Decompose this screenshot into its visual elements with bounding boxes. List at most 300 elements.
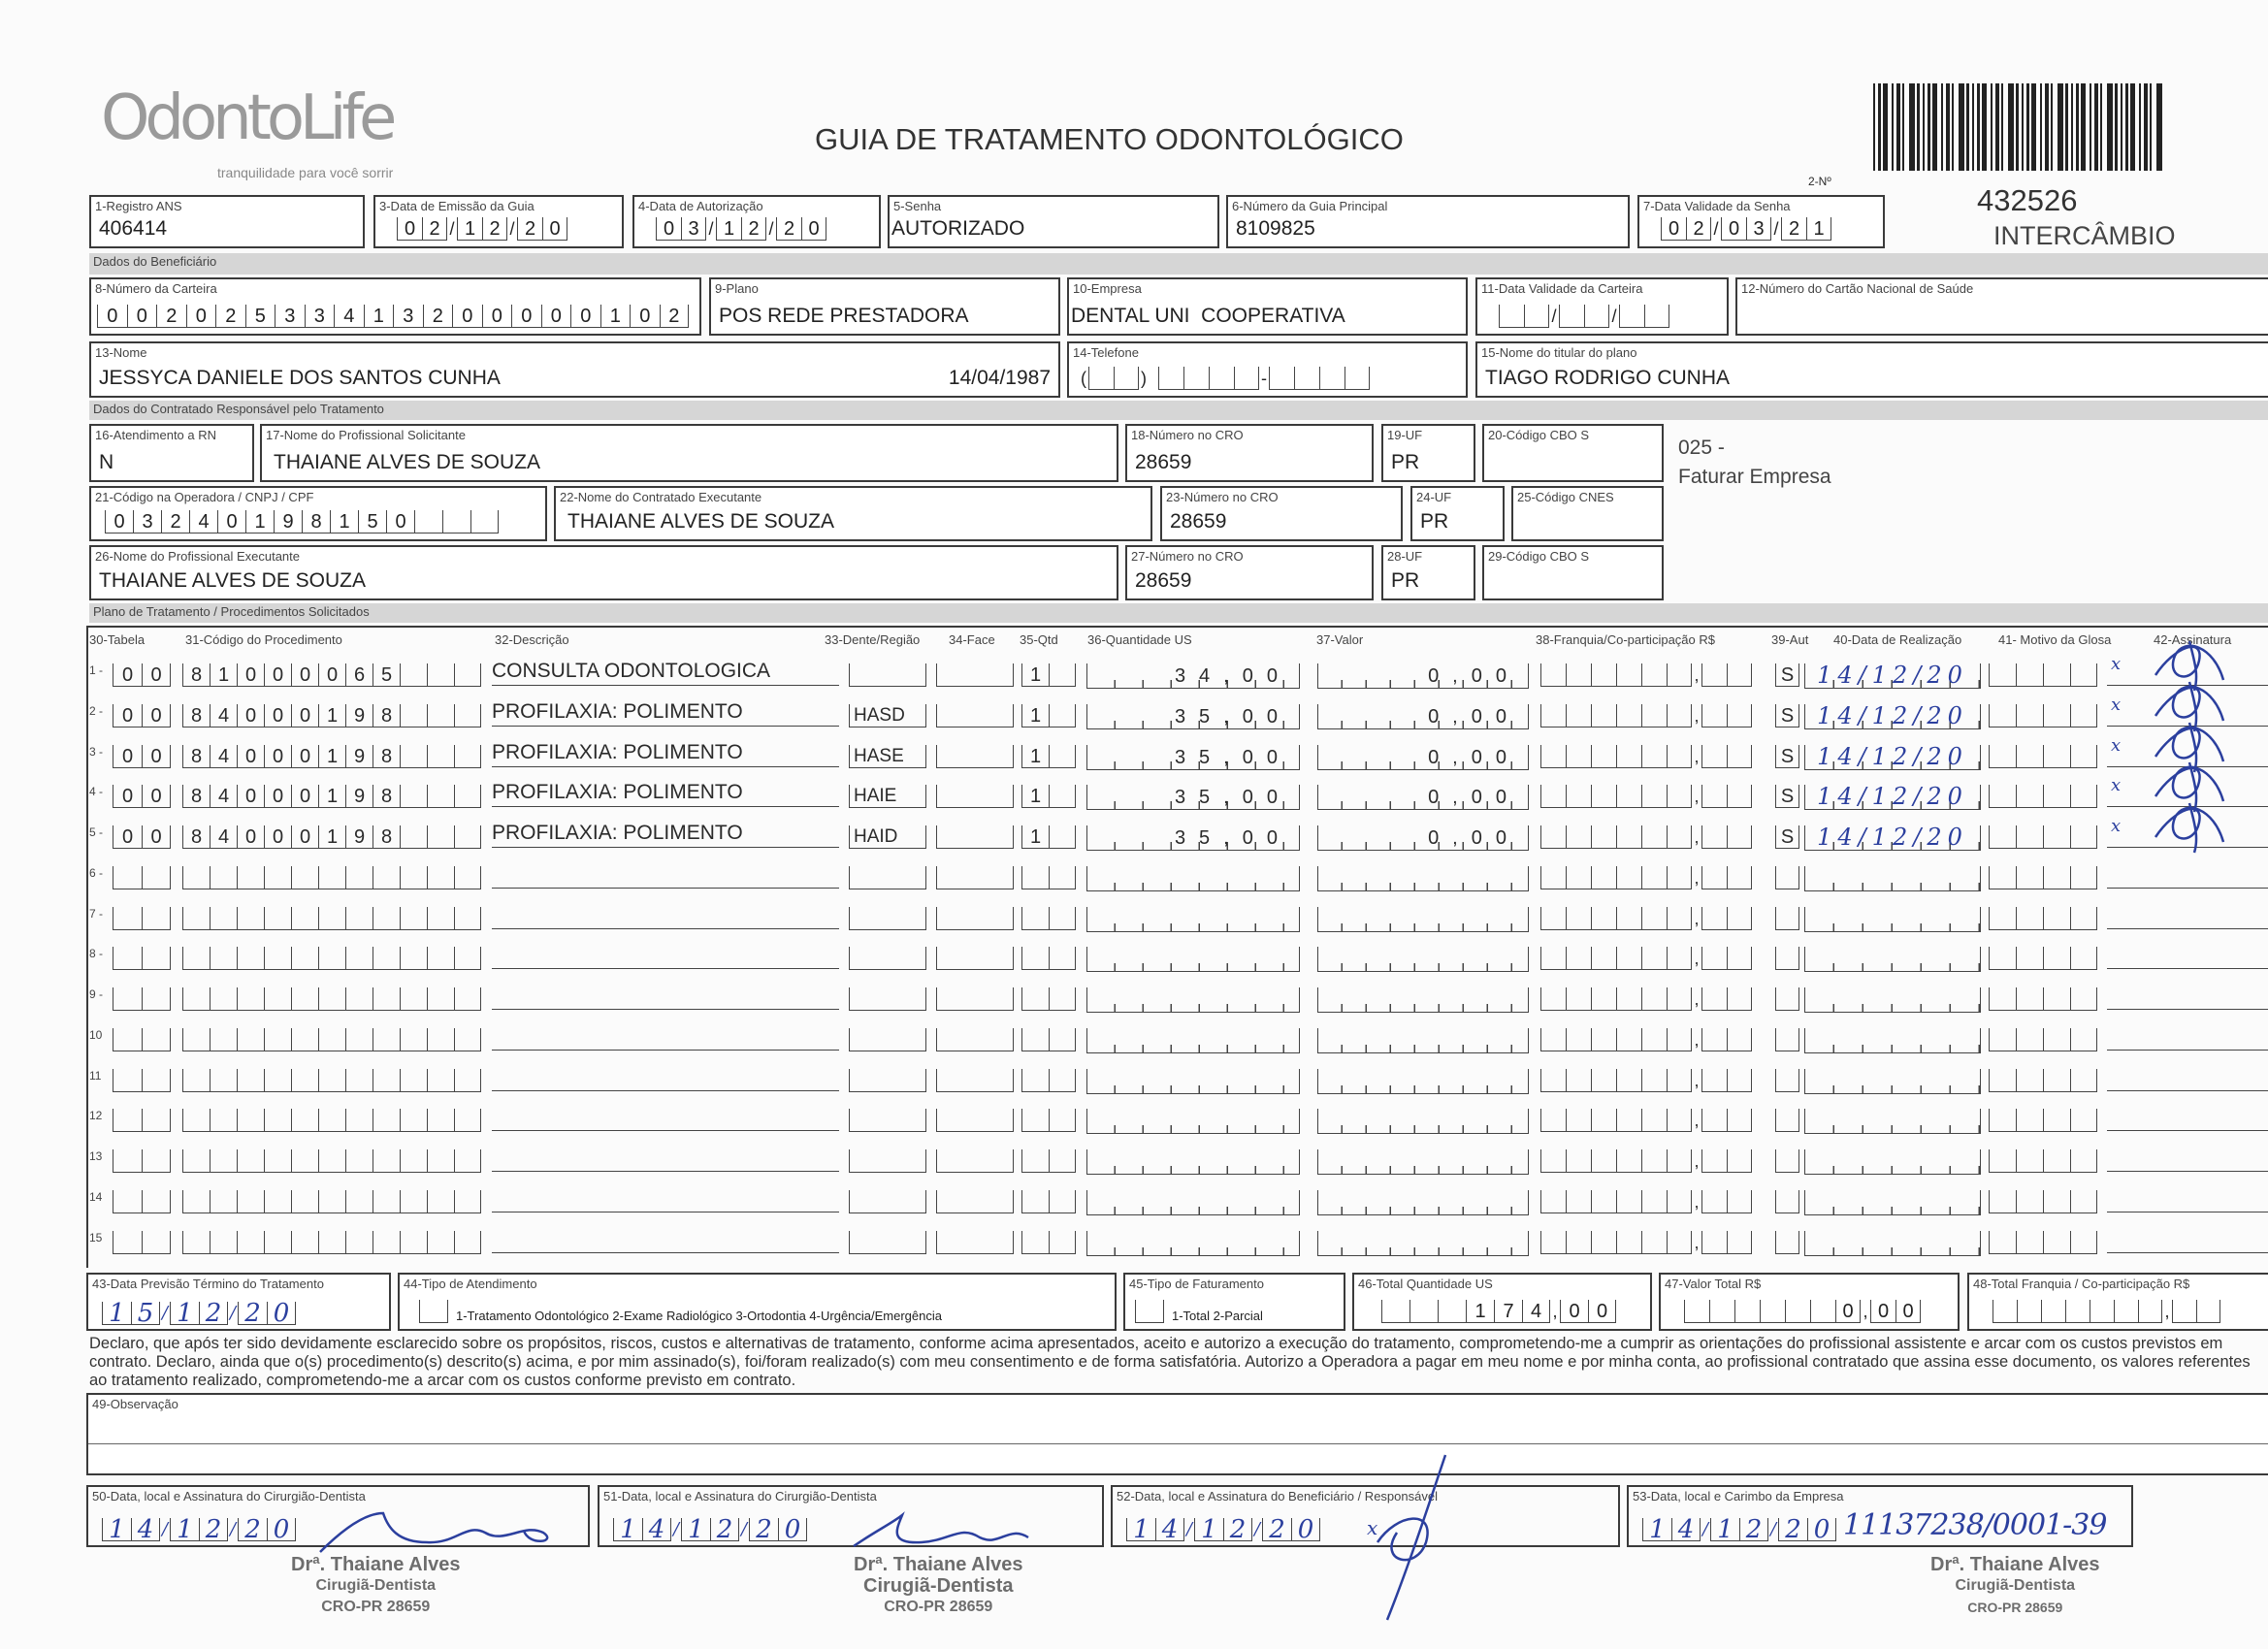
cell-dente[interactable] [849,1190,926,1213]
field-carteira[interactable] [89,277,701,336]
field-prof-solicitante[interactable] [260,424,1118,482]
field-assinatura-beneficiario[interactable] [1111,1485,1620,1547]
cell-codigo[interactable] [182,704,481,728]
field-assinatura-cirurgiao-executante[interactable] [598,1485,1104,1547]
cell-qtd_us[interactable] [1086,866,1300,891]
field-data-emissao[interactable] [373,195,624,248]
cell-qtd[interactable] [1021,1069,1076,1092]
char-cell [2043,947,2070,970]
table-row [89,652,2268,691]
cell-tabela[interactable] [113,907,171,930]
cell-dente[interactable]: HASE [849,745,926,768]
cell-codigo[interactable] [182,987,481,1011]
cell-motivo[interactable] [1989,907,2097,930]
column-header: 42-Assinatura [2154,632,2232,647]
value: PR [1391,569,1420,592]
field-total-franquia[interactable] [1967,1273,2268,1331]
field-cnes[interactable] [1511,486,1664,541]
cell-tabela[interactable] [113,1231,171,1254]
cell-face[interactable] [936,1149,1014,1173]
cell-aut[interactable] [1775,745,1799,768]
cell-dente[interactable] [849,1109,926,1132]
char-cell: 1 [716,217,741,241]
cell-assinatura[interactable] [2107,928,2268,929]
cell-valor[interactable] [1317,1028,1529,1053]
cell-face[interactable] [936,704,1014,728]
char-cell: S [1775,704,1799,728]
cell-valor[interactable] [1317,907,1529,932]
cell-qtd[interactable] [1021,663,1076,687]
cell-franquia[interactable] [1540,987,1752,1011]
cell-aut[interactable] [1775,1231,1799,1254]
char-cell [2043,1190,2070,1213]
cell-motivo[interactable] [1989,1231,2097,1254]
cell-qtd_us[interactable]: 35,00 [1086,825,1300,851]
cell-descricao[interactable] [492,895,839,929]
label: 11-Data Validade da Carteira [1481,281,1643,296]
char-cell [454,1190,481,1213]
cell-face[interactable] [936,1069,1014,1092]
cell-data[interactable]: 14/12/20 [1804,704,1981,729]
cell-data[interactable]: 14/12/20 [1804,825,1981,851]
cell-data[interactable] [1804,987,1981,1013]
field-data-autorizacao[interactable] [632,195,881,248]
field-atendimento-rn[interactable] [89,424,254,482]
char-cell [318,907,345,930]
field-contratado-executante[interactable] [554,486,1152,541]
cell-data[interactable] [1804,866,1981,891]
cell-qtd_us[interactable] [1086,947,1300,972]
field-cro-solicitante[interactable] [1125,424,1374,482]
char-cell [427,987,454,1011]
barcode-bar [1928,83,1930,171]
cell-qtd_us[interactable] [1086,1149,1300,1175]
cell-dente[interactable] [849,987,926,1011]
char-cell [2016,1149,2043,1173]
cell-motivo[interactable] [1989,987,2097,1011]
cell-qtd[interactable] [1021,987,1076,1011]
cell-face[interactable] [936,745,1014,768]
cell-qtd[interactable] [1021,1149,1076,1173]
cell-descricao[interactable] [492,1138,839,1172]
cell-qtd[interactable] [1021,947,1076,970]
cell-aut[interactable] [1775,907,1799,930]
cell-qtd_us[interactable]: 35,00 [1086,704,1300,729]
cell-qtd_us[interactable] [1086,987,1300,1013]
char-cell [237,1028,264,1051]
cell-dente[interactable] [849,1069,926,1092]
cell-franquia[interactable] [1540,704,1752,728]
cell-codigo[interactable] [182,825,481,849]
cell-motivo[interactable] [1989,663,2097,687]
cell-tabela[interactable] [113,866,171,889]
field-validade-carteira[interactable] [1475,277,1729,336]
char-cell [1049,987,1076,1011]
checkbox-cell[interactable] [419,1300,448,1323]
label: 13-Nome [95,345,147,360]
char-cell [2043,1231,2070,1254]
cell-franquia[interactable] [1540,866,1752,889]
cell-franquia[interactable] [1540,1231,1752,1254]
cell-qtd_us[interactable] [1086,1190,1300,1215]
cell-dente[interactable] [849,1149,926,1173]
field-cbo-solicitante[interactable] [1482,424,1664,482]
cell-tabela[interactable] [113,704,171,728]
cell-motivo[interactable] [1989,1109,2097,1132]
field-assinatura-cirurgiao-solicitante[interactable] [86,1485,590,1547]
cell-dente[interactable] [849,907,926,930]
field-uf-executante[interactable] [1381,545,1475,600]
char-cell: 0 [511,305,541,328]
cell-franquia[interactable] [1540,1028,1752,1051]
cell-qtd[interactable] [1021,785,1076,808]
cell-codigo[interactable] [182,947,481,970]
field-tipo-atendimento[interactable] [398,1273,1117,1331]
cell-aut[interactable] [1775,947,1799,970]
cell-data[interactable] [1804,1149,1981,1175]
cell-qtd_us[interactable] [1086,1109,1300,1134]
cell-dente[interactable]: HAIE [849,785,926,808]
cell-motivo[interactable] [1989,704,2097,728]
cell-dente[interactable]: HASD [849,704,926,728]
field-validade-senha[interactable] [1637,195,1885,248]
char-cell [400,1231,427,1254]
char-cell: 2 [199,1518,228,1541]
cell-data[interactable] [1804,947,1981,972]
char-cell [373,947,400,970]
cell-qtd[interactable] [1021,907,1076,930]
char-cell [142,1028,171,1051]
cell-valor[interactable] [1317,1190,1529,1215]
cell-valor[interactable] [1317,1109,1529,1134]
cell-motivo[interactable] [1989,825,2097,849]
char-cell: 0 [264,745,291,768]
cell-descricao[interactable]: PROFILAXIA: POLIMENTO [492,693,839,727]
label: 5-Senha [893,199,942,213]
cell-assinatura[interactable] [2107,1252,2268,1253]
cell-descricao[interactable] [492,1179,839,1212]
cell-tabela[interactable] [113,947,171,970]
cell-tabela[interactable] [113,1028,171,1051]
cell-aut[interactable] [1775,704,1799,728]
cell-tabela[interactable] [113,745,171,768]
field-guia-principal[interactable] [1226,195,1630,248]
cell-qtd_us[interactable]: 34,00 [1086,663,1300,689]
char-cell [1775,866,1799,889]
char-cell [1701,1231,1727,1254]
cell-qtd[interactable] [1021,1109,1076,1132]
cell-dente[interactable] [849,866,926,889]
cell-qtd_us[interactable] [1086,1231,1300,1256]
cell-qtd[interactable] [1021,866,1076,889]
cell-face[interactable] [936,1190,1014,1213]
cell-descricao[interactable] [492,1097,839,1131]
barcode-bar [1923,83,1925,171]
char-cell [1049,1028,1076,1051]
cell-valor[interactable]: 0,00 [1317,745,1529,770]
cell-valor[interactable] [1317,1231,1529,1256]
field-uf-solicitante[interactable] [1381,424,1475,482]
cell-franquia[interactable] [1540,1069,1752,1092]
cell-aut[interactable] [1775,785,1799,808]
cell-data[interactable] [1804,1028,1981,1053]
cell-qtd[interactable] [1021,704,1076,728]
cell-descricao[interactable]: PROFILAXIA: POLIMENTO [492,733,839,767]
cell-descricao[interactable] [492,935,839,969]
char-cell [2043,704,2070,728]
cell-aut[interactable] [1775,825,1799,849]
field-cro-contratado[interactable] [1160,486,1403,541]
char-cell [373,1190,400,1213]
cell-franquia[interactable] [1540,745,1752,768]
cell-codigo[interactable] [182,785,481,808]
field-empresa[interactable] [1067,277,1468,336]
cell-face[interactable] [936,663,1014,687]
handwritten-cnpj: 11137238/0001-39 [1843,1508,2107,1542]
char-cell [1727,785,1752,808]
cell-aut[interactable] [1775,1149,1799,1173]
field-cro-executante[interactable] [1125,545,1374,600]
stamp-line: Drª. Thaiane Alves [854,1554,1023,1575]
char-cell [1727,704,1752,728]
char-cell: 2 [517,217,542,241]
cell-assinatura[interactable] [2107,1130,2268,1131]
cell-face[interactable] [936,947,1014,970]
cell-dente[interactable]: HAID [849,825,926,849]
cell-face[interactable] [936,866,1014,889]
cell-tabela[interactable] [113,825,171,849]
char-cell [2114,1300,2138,1323]
cell-motivo[interactable] [1989,947,2097,970]
cell-aut[interactable] [1775,1109,1799,1132]
cell-assinatura[interactable] [2107,888,2268,889]
cell-tabela[interactable] [113,1069,171,1092]
cell-valor[interactable] [1317,1069,1529,1094]
cell-codigo[interactable] [182,1149,481,1173]
cell-dente[interactable] [849,1231,926,1254]
cell-tabela[interactable] [113,663,171,687]
char-cell [1701,907,1727,930]
cell-assinatura[interactable] [2107,968,2268,969]
field-observacao[interactable] [86,1393,2268,1475]
cell-motivo[interactable] [1989,745,2097,768]
cell-franquia[interactable] [1540,947,1752,970]
field-total-qtd-us[interactable] [1352,1273,1652,1331]
char-cell [182,1149,210,1173]
field-uf-contratado[interactable] [1410,486,1505,541]
cell-tabela[interactable] [113,785,171,808]
char-cell [142,1149,171,1173]
cell-face[interactable] [936,1028,1014,1051]
cell-motivo[interactable] [1989,1069,2097,1092]
cell-data[interactable] [1804,1109,1981,1134]
cell-motivo[interactable] [1989,785,2097,808]
cell-data[interactable]: 14/12/20 [1804,745,1981,770]
barcode-bar [2008,83,2014,171]
cell-face[interactable] [936,1231,1014,1254]
char-cell [1641,1028,1667,1051]
cell-motivo[interactable] [1989,1149,2097,1173]
cell-assinatura[interactable] [2107,1009,2268,1010]
char-cell: 1 [330,510,358,534]
cell-descricao[interactable] [492,1017,839,1051]
cell-codigo[interactable] [182,1231,481,1254]
field-prof-executante[interactable] [89,545,1118,600]
char-cell [454,785,481,808]
field-titular[interactable] [1475,341,2268,398]
cell-qtd[interactable] [1021,825,1076,849]
cell-data[interactable] [1804,1231,1981,1256]
field-cbo-executante[interactable] [1482,545,1664,600]
cell-codigo[interactable] [182,1028,481,1051]
char-cell: 0 [264,825,291,849]
cell-valor[interactable] [1317,866,1529,891]
char-cell [454,663,481,687]
char-cell [373,1149,400,1173]
cell-descricao[interactable] [492,976,839,1010]
row-number: 4 - [89,785,104,799]
cell-dente[interactable] [849,663,926,687]
cell-franquia[interactable] [1540,825,1752,849]
cell-tabela[interactable] [113,1190,171,1213]
cell-franquia[interactable] [1540,663,1752,687]
cell-codigo[interactable] [182,1069,481,1092]
cell-data[interactable] [1804,907,1981,932]
cell-qtd[interactable] [1021,1028,1076,1051]
cell-qtd_us[interactable] [1086,1069,1300,1094]
cell-qtd_us[interactable] [1086,907,1300,932]
char-cell [427,825,454,849]
cell-descricao[interactable]: CONSULTA ODONTOLOGICA [492,652,839,686]
cell-face[interactable] [936,907,1014,930]
char-cell [2043,825,2070,849]
char-cell [291,907,318,930]
char-cell: 0 [113,663,142,687]
cell-franquia[interactable] [1540,785,1752,808]
cell-franquia[interactable] [1540,1109,1752,1132]
cell-aut[interactable] [1775,1028,1799,1051]
cell-valor[interactable]: 0,00 [1317,785,1529,810]
cell-dente[interactable] [849,947,926,970]
char-cell [1566,663,1591,687]
field-telefone[interactable] [1067,341,1468,398]
cell-valor[interactable]: 0,00 [1317,704,1529,729]
cell-face[interactable] [936,1109,1014,1132]
field-senha[interactable] [888,195,1219,248]
cell-codigo[interactable] [182,745,481,768]
char-cell [345,1149,373,1173]
cell-aut[interactable] [1775,663,1799,687]
table-row [89,895,2268,934]
cell-franquia[interactable] [1540,1149,1752,1173]
cell-face[interactable] [936,987,1014,1011]
char-cell [1684,1300,1709,1323]
cell-codigo[interactable] [182,907,481,930]
field-cns[interactable] [1735,277,2268,336]
cell-assinatura[interactable] [2107,1050,2268,1051]
cell-descricao[interactable] [492,1057,839,1091]
cell-codigo[interactable] [182,1109,481,1132]
char-cell [2070,1190,2097,1213]
cell-descricao[interactable]: PROFILAXIA: POLIMENTO [492,814,839,848]
cell-tabela[interactable] [113,987,171,1011]
cell-franquia[interactable] [1540,1190,1752,1213]
table-row [89,855,2268,893]
cell-franquia[interactable] [1540,907,1752,930]
cell-qtd[interactable] [1021,745,1076,768]
char-cell [2043,1069,2070,1092]
cell-valor[interactable] [1317,987,1529,1013]
cell-face[interactable] [936,825,1014,849]
barcode-bar [2065,83,2068,171]
cell-codigo[interactable] [182,1190,481,1213]
cell-face[interactable] [936,785,1014,808]
char-cell [400,745,427,768]
cell-qtd[interactable] [1021,1190,1076,1213]
cell-motivo[interactable] [1989,1028,2097,1051]
cell-valor[interactable] [1317,1149,1529,1175]
cell-data[interactable] [1804,1069,1981,1094]
char-cell [210,947,237,970]
cell-codigo[interactable] [182,866,481,889]
cell-descricao[interactable] [492,855,839,889]
cell-aut[interactable] [1775,987,1799,1011]
field-nome[interactable] [89,341,1060,398]
cell-descricao[interactable] [492,1219,839,1253]
cell-motivo[interactable] [1989,1190,2097,1213]
char-cell [1989,704,2016,728]
cell-data[interactable]: 14/12/20 [1804,785,1981,810]
column-header: 38-Franquia/Co-participação R$ [1536,632,1715,647]
cell-valor[interactable] [1317,947,1529,972]
cell-qtd_us[interactable]: 35,00 [1086,745,1300,770]
field-valor-total[interactable] [1659,1273,1960,1331]
cell-tabela[interactable] [113,1149,171,1173]
field-codigo-operadora[interactable] [89,486,547,541]
cell-aut[interactable] [1775,1190,1799,1213]
cell-data[interactable] [1804,1190,1981,1215]
field-previsao-termino[interactable] [86,1273,391,1331]
char-cell [1591,1149,1616,1173]
note-text: Faturar Empresa [1678,466,1831,488]
char-cell [1591,947,1616,970]
cell-data[interactable]: 14/12/20 [1804,663,1981,689]
cell-descricao[interactable]: PROFILAXIA: POLIMENTO [492,773,839,807]
cell-dente[interactable] [849,1028,926,1051]
cell-assinatura[interactable] [2107,1090,2268,1091]
char-cell: 3 [681,217,706,241]
cell-assinatura[interactable] [2107,1171,2268,1172]
field-plano[interactable] [709,277,1060,336]
cell-motivo[interactable] [1989,866,2097,889]
cell-valor[interactable]: 0,00 [1317,825,1529,851]
cell-qtd_us[interactable]: 35,00 [1086,785,1300,810]
cell-tabela[interactable] [113,1109,171,1132]
field-registro-ans[interactable] [89,195,365,248]
checkbox-cell[interactable] [1135,1300,1164,1323]
row-number: 3 - [89,744,104,759]
char-cell [1559,305,1584,328]
char-cell: 0 [291,825,318,849]
cell-aut[interactable] [1775,866,1799,889]
cell-qtd_us[interactable] [1086,1028,1300,1053]
cell-aut[interactable] [1775,1069,1799,1092]
cell-valor[interactable]: 0,00 [1317,663,1529,689]
cell-qtd[interactable] [1021,1231,1076,1254]
cell-codigo[interactable] [182,663,481,687]
field-tipo-faturamento[interactable] [1123,1273,1345,1331]
column-header: 40-Data de Realização [1833,632,1962,647]
